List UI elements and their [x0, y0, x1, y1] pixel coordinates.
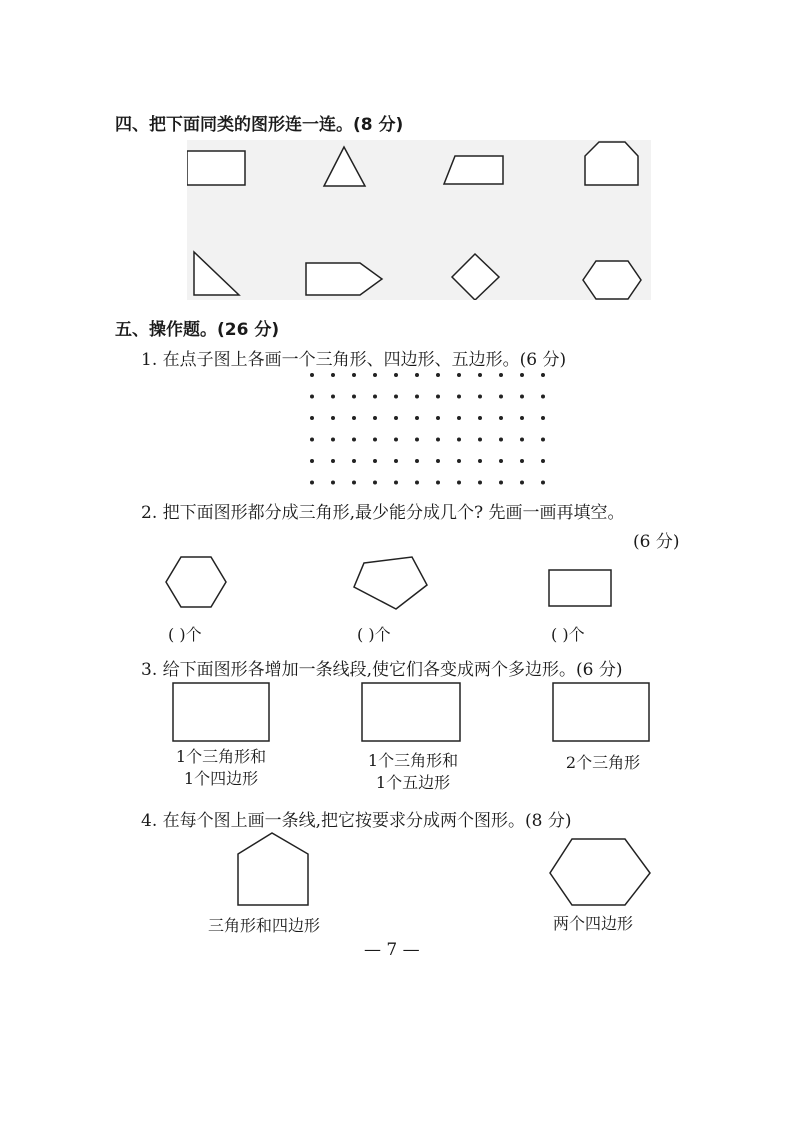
grid-dot	[352, 395, 356, 399]
grid-dot	[520, 459, 524, 463]
grid-dot	[310, 438, 314, 442]
question-3-label-3	[548, 752, 658, 774]
grid-dot	[478, 481, 482, 485]
grid-dot	[331, 416, 335, 420]
section-4-title: 四、把下面同类的图形连一连。(8 分)	[115, 115, 404, 135]
question-2-text: 2. 把下面图形都分成三角形,最少能分成几个? 先画一画再填空。	[141, 503, 625, 523]
grid-dot	[331, 395, 335, 399]
grid-dot	[436, 459, 440, 463]
question-4-label-2: 两个四边形	[553, 914, 634, 933]
grid-dot	[499, 481, 503, 485]
rectangle-icon	[549, 570, 611, 606]
label-line: 2个三角形	[565, 753, 641, 772]
grid-dot	[394, 481, 398, 485]
grid-dot	[520, 395, 524, 399]
grid-dot	[541, 373, 545, 377]
grid-dot	[457, 459, 461, 463]
grid-dot	[457, 416, 461, 420]
grid-dot	[394, 373, 398, 377]
grid-dot	[331, 373, 335, 377]
grid-dot	[394, 438, 398, 442]
question-3-label-2	[358, 750, 468, 794]
grid-dot	[310, 481, 314, 485]
grid-dot	[436, 438, 440, 442]
question-1-text: 1. 在点子图上各画一个三角形、四边形、五边形。(6 分)	[141, 350, 567, 370]
question-4-shapes	[220, 830, 670, 910]
grid-dot	[352, 438, 356, 442]
dot-grid	[300, 365, 560, 490]
grid-dot	[478, 416, 482, 420]
grid-dot	[499, 416, 503, 420]
shape-matching-panel	[187, 140, 651, 300]
triangle-icon	[324, 147, 365, 186]
grid-dot	[499, 395, 503, 399]
grid-dot	[415, 373, 419, 377]
right-triangle-icon	[194, 252, 239, 295]
arrow-pentagon-icon	[306, 263, 382, 295]
rectangle-icon	[553, 683, 649, 741]
grid-dot	[478, 459, 482, 463]
trapezoid-icon	[444, 156, 503, 184]
grid-dot	[352, 481, 356, 485]
grid-dot	[499, 459, 503, 463]
grid-dot	[373, 395, 377, 399]
question-2-blank-2[interactable]: ( )个	[357, 625, 391, 644]
grid-dot	[520, 481, 524, 485]
grid-dot	[310, 416, 314, 420]
grid-dot	[310, 395, 314, 399]
section-5-title: 五、操作题。(26 分)	[115, 320, 280, 340]
grid-dot	[331, 438, 335, 442]
grid-dot	[394, 416, 398, 420]
grid-dot	[415, 459, 419, 463]
hexagon-icon	[166, 557, 226, 607]
grid-dot	[373, 481, 377, 485]
grid-dot	[415, 438, 419, 442]
grid-dot	[331, 459, 335, 463]
grid-dot	[373, 459, 377, 463]
page-number: — 7 —	[364, 940, 420, 960]
grid-dot	[436, 481, 440, 485]
hexagon-icon	[550, 839, 650, 905]
grid-dot	[352, 459, 356, 463]
grid-dot	[457, 373, 461, 377]
grid-dot	[331, 481, 335, 485]
grid-dot	[394, 395, 398, 399]
grid-dot	[373, 416, 377, 420]
grid-dot	[436, 395, 440, 399]
question-3-label-1	[166, 746, 276, 790]
grid-dot	[499, 438, 503, 442]
house-pentagon-icon	[238, 833, 308, 905]
hexagon-icon	[583, 261, 641, 299]
grid-dot	[478, 373, 482, 377]
question-2-blank-3[interactable]: ( )个	[551, 625, 585, 644]
label-line: 1个四边形	[183, 769, 259, 788]
grid-dot	[520, 438, 524, 442]
question-3-text: 3. 给下面图形各增加一条线段,使它们各变成两个多边形。(6 分)	[141, 660, 623, 680]
grid-dot	[541, 481, 545, 485]
pentagon-icon	[585, 142, 638, 185]
question-4-label-1: 三角形和四边形	[208, 916, 321, 935]
question-3-rectangles	[165, 680, 665, 745]
label-line: 1个五边形	[375, 773, 451, 792]
grid-dot	[457, 438, 461, 442]
grid-dot	[310, 459, 314, 463]
grid-dot	[541, 459, 545, 463]
grid-dot	[352, 416, 356, 420]
grid-dot	[415, 481, 419, 485]
grid-dot	[415, 416, 419, 420]
label-line: 1个三角形和	[367, 751, 459, 770]
grid-dot	[478, 438, 482, 442]
grid-dot	[394, 459, 398, 463]
grid-dot	[457, 395, 461, 399]
grid-dot	[415, 395, 419, 399]
pentagon-icon	[354, 557, 427, 609]
question-2-blank-1[interactable]: ( )个	[168, 625, 202, 644]
grid-dot	[499, 373, 503, 377]
question-2-score: (6 分)	[633, 532, 680, 552]
grid-dot	[520, 416, 524, 420]
rectangle-icon	[173, 683, 269, 741]
grid-dot	[520, 373, 524, 377]
question-2-shapes	[150, 555, 630, 625]
question-4-text: 4. 在每个图上画一条线,把它按要求分成两个图形。(8 分)	[141, 811, 572, 831]
grid-dot	[436, 416, 440, 420]
grid-dot	[373, 438, 377, 442]
grid-dot	[373, 373, 377, 377]
grid-dot	[457, 481, 461, 485]
rectangle-icon	[187, 151, 245, 185]
rectangle-icon	[362, 683, 460, 741]
grid-dot	[541, 438, 545, 442]
grid-dot	[436, 373, 440, 377]
grid-dot	[541, 416, 545, 420]
grid-dot	[541, 395, 545, 399]
grid-dot	[310, 373, 314, 377]
diamond-icon	[452, 254, 499, 300]
grid-dot	[352, 373, 356, 377]
grid-dot	[478, 395, 482, 399]
label-line: 1个三角形和	[175, 747, 267, 766]
